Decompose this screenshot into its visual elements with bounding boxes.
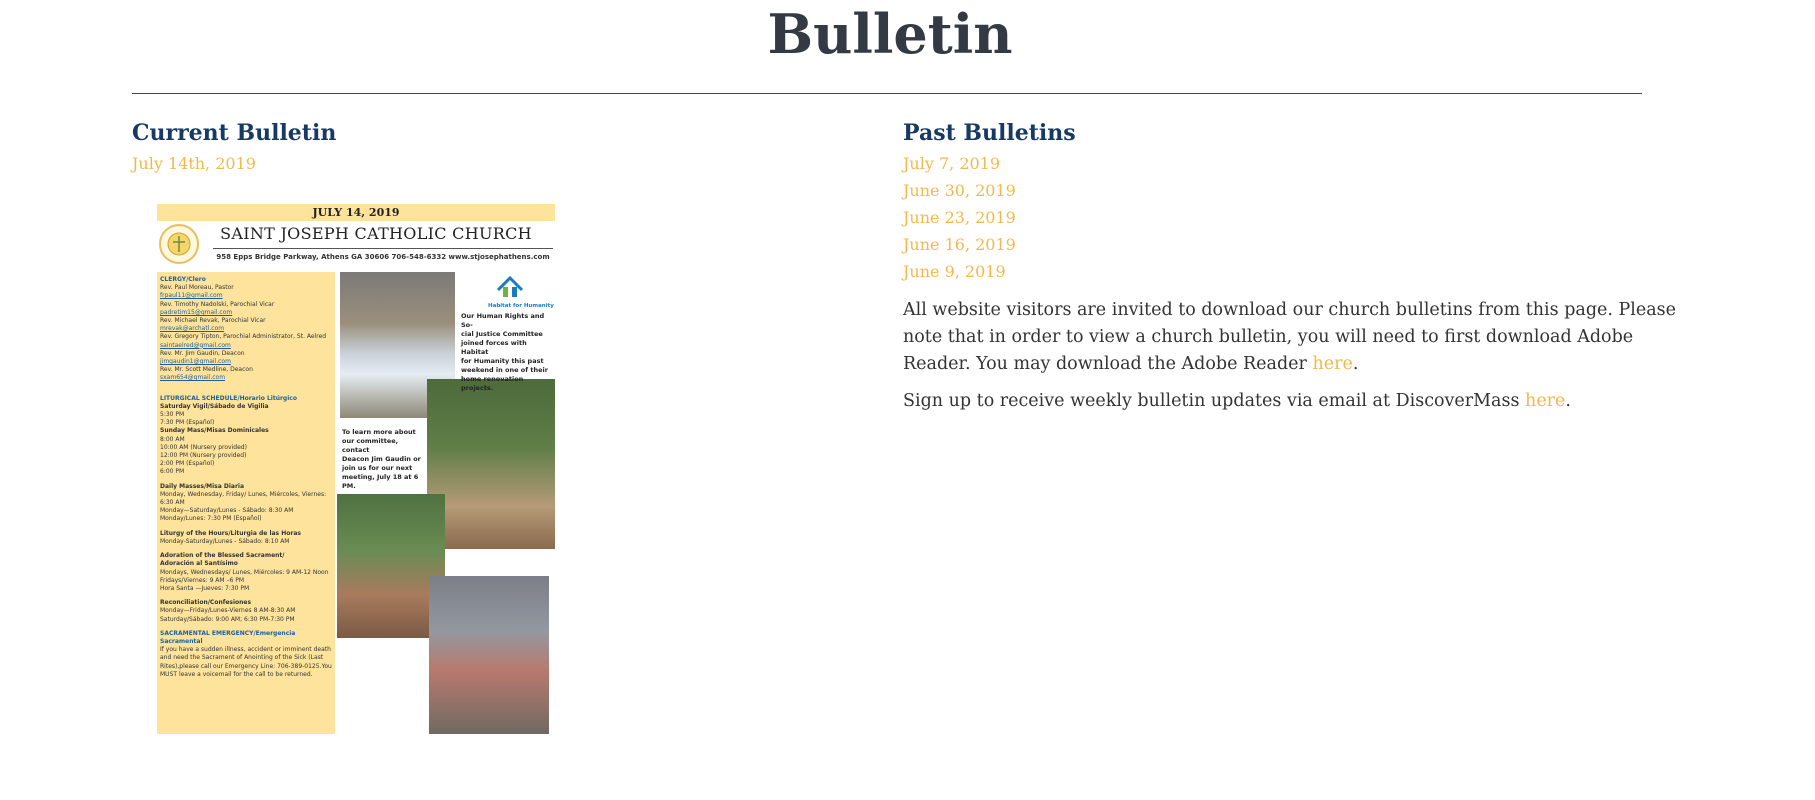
adoration-2: Hora Santa —Jueves: 7:30 PM [160,584,250,592]
hours-heading: Liturgy of the Hours/Liturgia de las Horas [160,529,301,537]
daily-3: Monday/Lunes: 7:30 PM (Español) [160,515,262,523]
learn-line-2: Deacon Jim Gaudin or [342,455,421,463]
list-item [903,262,1016,289]
liturgical-heading: LITURGICAL SCHEDULE/Horario Litúrgico [160,394,297,402]
past-bulletins-list [903,154,1016,289]
thumbnail-church-name: SAINT JOSEPH CATHOLIC CHURCH [220,224,532,243]
liturgical-8: 6:00 PM [160,468,185,476]
habitat-line-4: weekend in one of their [461,366,548,374]
recon-1: Saturday/Sábado: 9:00 AM; 6:30 PM-7:30 PM [160,615,295,623]
adobe-reader-link[interactable]: here [1312,354,1353,374]
daily-1: 6:30 AM [160,499,185,507]
clergy-5: mrevak@archatl.com [160,325,225,333]
emergency-3: MUST leave a voicemail for the call to be returned. [160,670,313,678]
learn-more-text [342,428,427,491]
emergency-2: Rites),please call our Emergency Line: 706-389-0125.You [160,662,332,670]
clergy-11: sxam654@gmail.com [160,374,226,382]
thumbnail-date: JULY 14, 2019 [157,204,555,221]
photo-workers [429,576,549,734]
clergy-heading: CLERGY/Clero [160,276,206,283]
liturgical-2: 7:30 PM (Español) [160,419,215,427]
list-item [903,181,1016,208]
learn-line-5: PM. [342,482,356,490]
past-bulletin-link[interactable]: June 23, 2019 [903,208,1016,227]
adoration-heading: Adoration of the Blessed Sacrament/ [160,552,285,560]
current-bulletin-link[interactable]: July 14th, 2019 [132,154,256,173]
adoration-heading-2: Adoración al Santísimo [160,560,238,568]
thumbnail-schedule-panel [157,272,335,734]
past-bulletin-link[interactable]: July 7, 2019 [903,154,1001,173]
title-divider [132,93,1642,94]
clergy-0: Rev. Paul Moreau, Pastor [160,284,234,292]
past-bulletins-heading: Past Bulletins [903,120,1076,146]
emergency-heading: SACRAMENTAL EMERGENCY/Emergencia Sacramental [160,629,296,645]
photo-yard-1 [427,379,555,549]
discovermass-link[interactable]: here [1525,391,1566,411]
clergy-7: saintaelred@gmail.com [160,341,231,349]
emergency-0: If you have a sudden illness, accident or imminent death [160,646,331,654]
thumbnail-address: 958 Epps Bridge Parkway, Athens GA 30606 706-548-6332 www.stjosephathens.com [213,248,553,261]
habitat-line-5: home renovation projects. [461,375,524,392]
download-info: All website visitors are invited to download our church bulletins from this page. Please note that in order to view a church bulletin, you will need to first download Adobe Reader. You may download the Adobe Reader here. [903,300,1677,374]
clergy-6: Rev. Gregory Tipton, Parochial Administrator, St. Aelred [160,333,327,341]
habitat-text [461,312,555,393]
clergy-3: padretim15@gmail.com [160,308,233,316]
clergy-10: Rev. Mr. Scott Medline, Deacon [160,366,253,374]
list-item [903,154,1016,181]
past-bulletin-link[interactable]: June 16, 2019 [903,235,1016,254]
habitat-logo-text: Habitat for Humanity [488,303,554,309]
list-item [903,208,1016,235]
hours-0: Monday-Saturday/Lunes - Sábado: 8:10 AM [160,537,290,545]
liturgical-4: 8:00 AM [160,435,185,443]
emergency-1: and need the Sacrament of Anointing of the Sick (Last [160,654,324,662]
daily-2: Monday—Saturday/Lunes - Sábado: 8:30 AM [160,507,294,515]
adoration-0: Mondays, Wednesdays/ Lunes, Miércoles: 9 AM-12 Noon [160,568,329,576]
daily-0: Monday, Wednesday, Friday/ Lunes, Miércoles, Viernes: [160,490,327,498]
learn-line-0: To learn more about [342,428,416,436]
clergy-1: frpaul11@gmail.com [160,292,223,300]
recon-0: Monday—Friday/Lunes-Viernes 8 AM-8:30 AM [160,607,296,615]
bulletin-thumbnail[interactable] [157,204,555,734]
habitat-line-1: cial Justice Committee [461,330,543,338]
learn-line-4: meeting, July 18 at 6 [342,473,419,481]
habitat-line-2: joined forces with Habitat [461,339,527,356]
list-item [903,235,1016,262]
download-info-text: All website visitors are invited to download our church bulletins from this page. Please note that in order to view a church bulletin, you will need to first download Adobe Reader. You may download the Adobe Reader [903,300,1677,374]
page-title: Bulletin [767,2,1013,66]
recon-heading: Reconciliation/Confesiones [160,599,252,607]
signup-info-text: Sign up to receive weekly bulletin updates via email at DiscoverMass [903,391,1520,411]
habitat-line-0: Our Human Rights and So- [461,312,545,329]
learn-line-1: our committee, contact [342,437,399,454]
adoration-1: Fridays/Viernes: 9 AM –6 PM [160,576,245,584]
habitat-line-3: for Humanity this past [461,357,544,365]
church-seal-icon [159,224,199,264]
liturgical-7: 2:00 PM (Español) [160,460,215,468]
liturgical-0: Saturday Vigil/Sábado de Vigilia [160,402,269,410]
liturgical-1: 5:30 PM [160,411,185,419]
signup-info: Sign up to receive weekly bulletin updates via email at DiscoverMass here. [903,391,1571,411]
liturgical-6: 12:00 PM (Nursery provided) [160,452,247,460]
liturgical-5: 10:00 AM (Nursery provided) [160,443,247,451]
clergy-9: jimgaudin1@gmail.com [160,358,231,366]
past-bulletin-link[interactable]: June 30, 2019 [903,181,1016,200]
learn-line-3: join us for our next [342,464,413,472]
current-bulletin-heading: Current Bulletin [132,120,337,146]
clergy-4: Rev. Michael Revak, Parochial Vicar [160,317,266,325]
clergy-2: Rev. Timothy Nadolski, Parochial Vicar [160,300,275,308]
past-bulletin-link[interactable]: June 9, 2019 [903,262,1006,281]
liturgical-3: Sunday Mass/Misas Dominicales [160,427,269,435]
daily-heading: Daily Masses/Misa Diaria [160,482,245,490]
clergy-8: Rev. Mr. Jim Gaudin, Deacon [160,349,245,357]
habitat-logo-icon [490,272,530,302]
